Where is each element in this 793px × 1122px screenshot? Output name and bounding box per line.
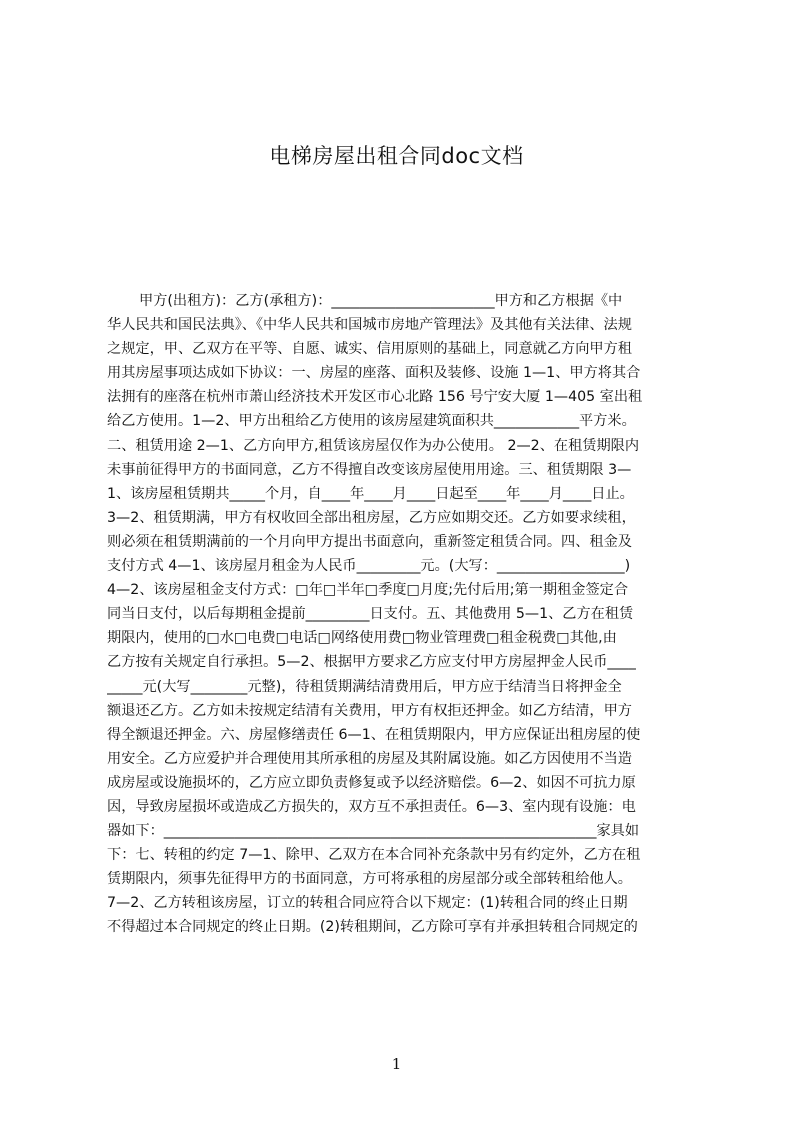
body-line: 得全额退还押金。六、房屋修缮责任 6—1、在租赁期限内，甲方应保证出租房屋的使	[107, 726, 641, 743]
body-line: 法拥有的座落在杭州市萧山经济技术开发区市心北路 156 号宁安大厦 1—405 室出租	[107, 389, 643, 406]
body-line: _____元(大写________元整)，待租赁期满结清费用后，甲方应于结清当日将押金全	[107, 678, 622, 695]
body-line: 用其房屋事项达成如下协议：一、房屋的座落、面积及装修、设施 1—1、甲方将其合	[107, 365, 641, 382]
body-line: 支付方式 4—1、该房屋月租金为人民币_________元。(大写：__________________)	[107, 558, 631, 575]
body-line: 7—2、乙方转租该房屋，订立的转租合同应符合以下规定：(1)转租合同的终止日期	[107, 895, 628, 912]
page-number: 1	[391, 1055, 402, 1073]
body-line: 同当日支付，以后每期租金提前_________日支付。五、其他费用 5—1、乙方在租赁	[107, 606, 634, 623]
body-line: 甲方(出租方)：乙方(承租方)：_______________________甲方和乙方根据《中	[139, 293, 623, 309]
body-line: 则必须在租赁期满前的一个月向甲方提出书面意向，重新签定租赁合同。四、租金及	[107, 533, 632, 550]
body-line: 1、该房屋租赁期共_____个月，自____年____月____日起至____年____月____日止。	[107, 485, 634, 502]
body-line: 4—2、该房屋租金支付方式：□年□半年□季度□月度;先付后用;第一期租金签定合	[107, 582, 629, 599]
body-line: 成房屋或设施损坏的，乙方应立即负责修复或予以经济赔偿。6—2、如因不可抗力原	[107, 774, 636, 791]
body-line: 二、租赁用途 2—1、乙方向甲方,租赁该房屋仅作为办公使用。 2—2、在租赁期限内	[107, 437, 640, 454]
body-line: 3—2、租赁期满，甲方有权收回全部出租房屋，乙方应如期交还。乙方如要求续租，	[107, 509, 636, 526]
body-line: 赁期限内，须事先征得甲方的书面同意，方可将承租的房屋部分或全部转租给他人。	[107, 871, 632, 888]
body-line: 器如下：_____________________________________________________________家具如	[107, 823, 640, 840]
body-line: 华人民共和国民法典》、《中华人民共和国城市房地产管理法》及其他有关法律、法规	[107, 317, 632, 334]
body-line: 因，导致房屋损坏或造成乙方损失的，双方互不承担责任。6—3、室内现有设施：电	[107, 798, 636, 815]
body-line: 下：七、转租的约定 7—1、除甲、乙双方在本合同补充条款中另有约定外，乙方在租	[107, 847, 641, 864]
document-title: 电梯房屋出租合同doc文档	[269, 144, 524, 168]
body-line: 未事前征得甲方的书面同意，乙方不得擅自改变该房屋使用用途。三、租赁期限 3—	[107, 461, 632, 478]
body-line: 之规定，甲、乙双方在平等、自愿、诚实、信用原则的基础上，同意就乙方向甲方租	[107, 341, 632, 358]
body-line: 用安全。乙方应爱护并合理使用其所承租的房屋及其附属设施。如乙方因使用不当造	[107, 750, 632, 767]
body-line: 期限内，使用的□水□电费□电话□网络使用费□物业管理费□租金税费□其他,由	[107, 630, 617, 647]
body-line: 乙方按有关规定自行承担。5—2、根据甲方要求乙方应支付甲方房屋押金人民币____	[107, 654, 636, 671]
body-line: 给乙方使用。1—2、甲方出租给乙方使用的该房屋建筑面积共____________平方米。	[107, 413, 636, 430]
body-line: 不得超过本合同规定的终止日期。(2)转租期间，乙方除可享有并承担转租合同规定的	[107, 919, 638, 936]
body-line: 额退还乙方。乙方如未按规定结清有关费用，甲方有权拒还押金。如乙方结清，甲方	[107, 702, 632, 719]
contract-body	[107, 289, 697, 940]
